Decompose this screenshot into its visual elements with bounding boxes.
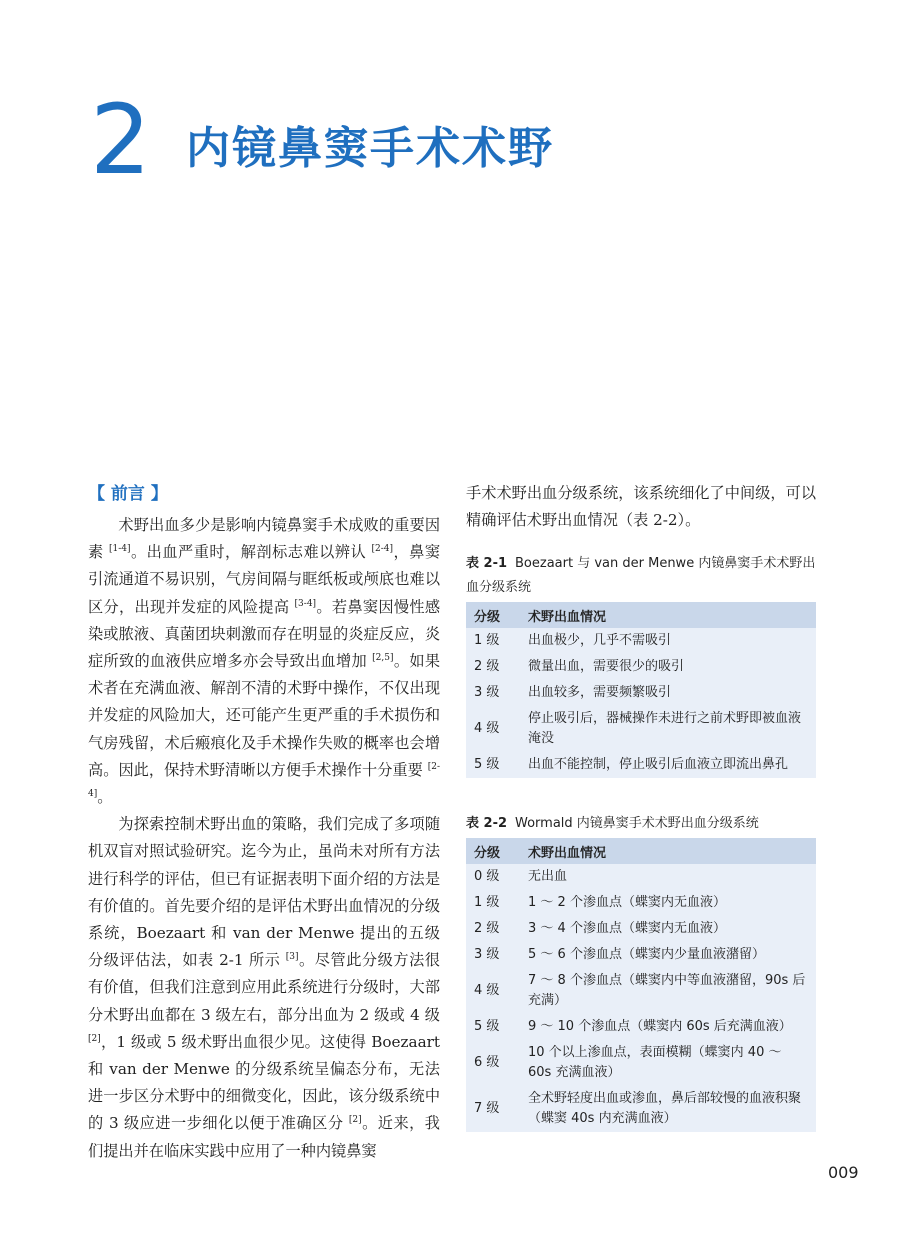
grade-cell: 3 级 — [466, 680, 520, 706]
table-row — [466, 864, 816, 890]
citation: [3] — [285, 952, 299, 963]
paragraph-1 — [88, 512, 440, 811]
description-cell: 出血极少，几乎不需吸引 — [520, 628, 816, 654]
grade-cell: 7 级 — [466, 1086, 520, 1132]
description-cell: 出血较多，需要频繁吸引 — [520, 680, 816, 706]
table-row — [466, 916, 816, 942]
chapter-title: 内镜鼻窦手术术野 — [186, 123, 554, 174]
table-row — [466, 968, 816, 1014]
citation: [2-4] — [371, 544, 393, 555]
text-run: 。出血严重时，解剖标志难以辨认 — [130, 543, 372, 562]
text-run: ，鼻窦引流通道不易识别，气房间隔与眶纸板或颅底也难以区分，出现并发症的风险提高 — [88, 543, 441, 616]
table-2-2-caption — [466, 812, 816, 836]
citation: [2,5] — [372, 653, 394, 664]
text-run: 。尽管此分级方法很有价值，但我们注意到应用此系统进行分级时，大部分术野出血都在 3 级左右，部分出血为 2 级或 4 级 — [88, 951, 440, 1024]
table-row — [466, 1014, 816, 1040]
table-2-1 — [466, 602, 816, 778]
description-cell: 全术野轻度出血或渗血，鼻后部较慢的血液积聚（蝶窦 40s 内充满血液） — [520, 1086, 816, 1132]
table-2-1-label: 表 2-1 — [466, 556, 508, 572]
description-cell: 出血不能控制，停止吸引后血液立即流出鼻孔 — [520, 752, 816, 778]
chapter-number: 2 — [90, 84, 152, 196]
right-column — [466, 480, 816, 1132]
table-row — [466, 628, 816, 654]
table-row — [466, 942, 816, 968]
table-header-bleeding: 术野出血情况 — [520, 838, 816, 864]
description-cell: 1 ～ 2 个渗血点（蝶窦内无血液） — [520, 890, 816, 916]
grade-cell: 1 级 — [466, 890, 520, 916]
table-row — [466, 890, 816, 916]
table-2-2-label: 表 2-2 — [466, 816, 508, 832]
grade-cell: 6 级 — [466, 1040, 520, 1086]
table-2-1-caption — [466, 552, 816, 600]
page-number: 009 — [828, 1163, 859, 1182]
text-run: 术野出血多少是影响内镜鼻窦手术成败的重要因素 — [88, 516, 440, 562]
description-cell: 无出血 — [520, 864, 816, 890]
grade-cell: 5 级 — [466, 752, 520, 778]
table-header-grade: 分级 — [466, 838, 520, 864]
table-row — [466, 1086, 816, 1132]
table-2-1-title: Boezaart 与 van der Menwe 内镜鼻窦手术术野出血分级系统 — [466, 556, 816, 596]
citation: [2-4] — [88, 761, 440, 800]
grade-cell: 2 级 — [466, 654, 520, 680]
left-column — [88, 480, 440, 1165]
description-cell: 5 ～ 6 个渗血点（蝶窦内少量血液潴留） — [520, 942, 816, 968]
description-cell: 3 ～ 4 个渗血点（蝶窦内无血液） — [520, 916, 816, 942]
grade-cell: 4 级 — [466, 968, 520, 1014]
citation: [2] — [88, 1033, 101, 1044]
table-2-2 — [466, 838, 816, 1132]
grade-cell: 4 级 — [466, 706, 520, 752]
text-run: 。 — [97, 788, 113, 807]
text-run: 。如果术者在充满血液、解剖不清的术野中操作，不仅出现并发症的风险加大，还可能产生更严重的手术损伤和气房残留，术后瘢痕化及手术操作失败的概率也会增高。因此，保持术野清晰以方便手术操作十分重要 — [88, 652, 441, 779]
table-row — [466, 1040, 816, 1086]
paragraph-2 — [88, 811, 440, 1165]
table-row — [466, 752, 816, 778]
text-run: ，1 级或 5 级术野出血很少见。这使得 Boezaart 和 van der Menwe 的分级系统呈偏态分布，无法进一步区分术野中的细微变化，因此，该分级系统中的 3 级应进一步细化以便于准确区分 — [88, 1032, 440, 1133]
citation: [2] — [348, 1115, 362, 1126]
table-2-2-title: Wormald 内镜鼻窦手术术野出血分级系统 — [515, 816, 759, 832]
text-run: 为探索控制术野出血的策略，我们完成了多项随机双盲对照试验研究。迄今为止，虽尚未对所有方法进行科学的评估，但已有证据表明下面介绍的方法是有价值的。首先要介绍的是评估术野出血情况的分级系统，Boezaart 和 van der Menwe 提出的五级分级评估法，如表 2-1 所示 — [88, 815, 440, 970]
table-header-bleeding: 术野出血情况 — [520, 602, 816, 628]
table-header-grade: 分级 — [466, 602, 520, 628]
table-row — [466, 706, 816, 752]
text-run: 。若鼻窦因慢性感染或脓液、真菌团块刺激而存在明显的炎症反应，炎症所致的血液供应增多亦会导致出血增加 — [88, 597, 441, 671]
table-row — [466, 680, 816, 706]
grade-cell: 5 级 — [466, 1014, 520, 1040]
description-cell: 微量出血，需要很少的吸引 — [520, 654, 816, 680]
paragraph-continued: 手术术野出血分级系统，该系统细化了中间级，可以精确评估术野出血情况（表 2-2）。 — [466, 484, 816, 530]
description-cell: 7 ～ 8 个渗血点（蝶窦内中等血液潴留，90s 后充满） — [520, 968, 816, 1014]
description-cell: 10 个以上渗血点，表面模糊（蝶窦内 40 ～ 60s 充满血液） — [520, 1040, 816, 1086]
table-row — [466, 654, 816, 680]
description-cell: 停止吸引后，器械操作未进行之前术野即被血液淹没 — [520, 706, 816, 752]
grade-cell: 3 级 — [466, 942, 520, 968]
grade-cell: 2 级 — [466, 916, 520, 942]
section-heading: 【 前言 】 — [88, 484, 168, 504]
grade-cell: 1 级 — [466, 628, 520, 654]
citation: [1-4] — [109, 544, 131, 555]
grade-cell: 0 级 — [466, 864, 520, 890]
text-run: 。近来，我们提出并在临床实践中应用了一种内镜鼻窦 — [88, 1114, 440, 1160]
citation: [3-4] — [294, 598, 317, 609]
description-cell: 9 ～ 10 个渗血点（蝶窦内 60s 后充满血液） — [520, 1014, 816, 1040]
